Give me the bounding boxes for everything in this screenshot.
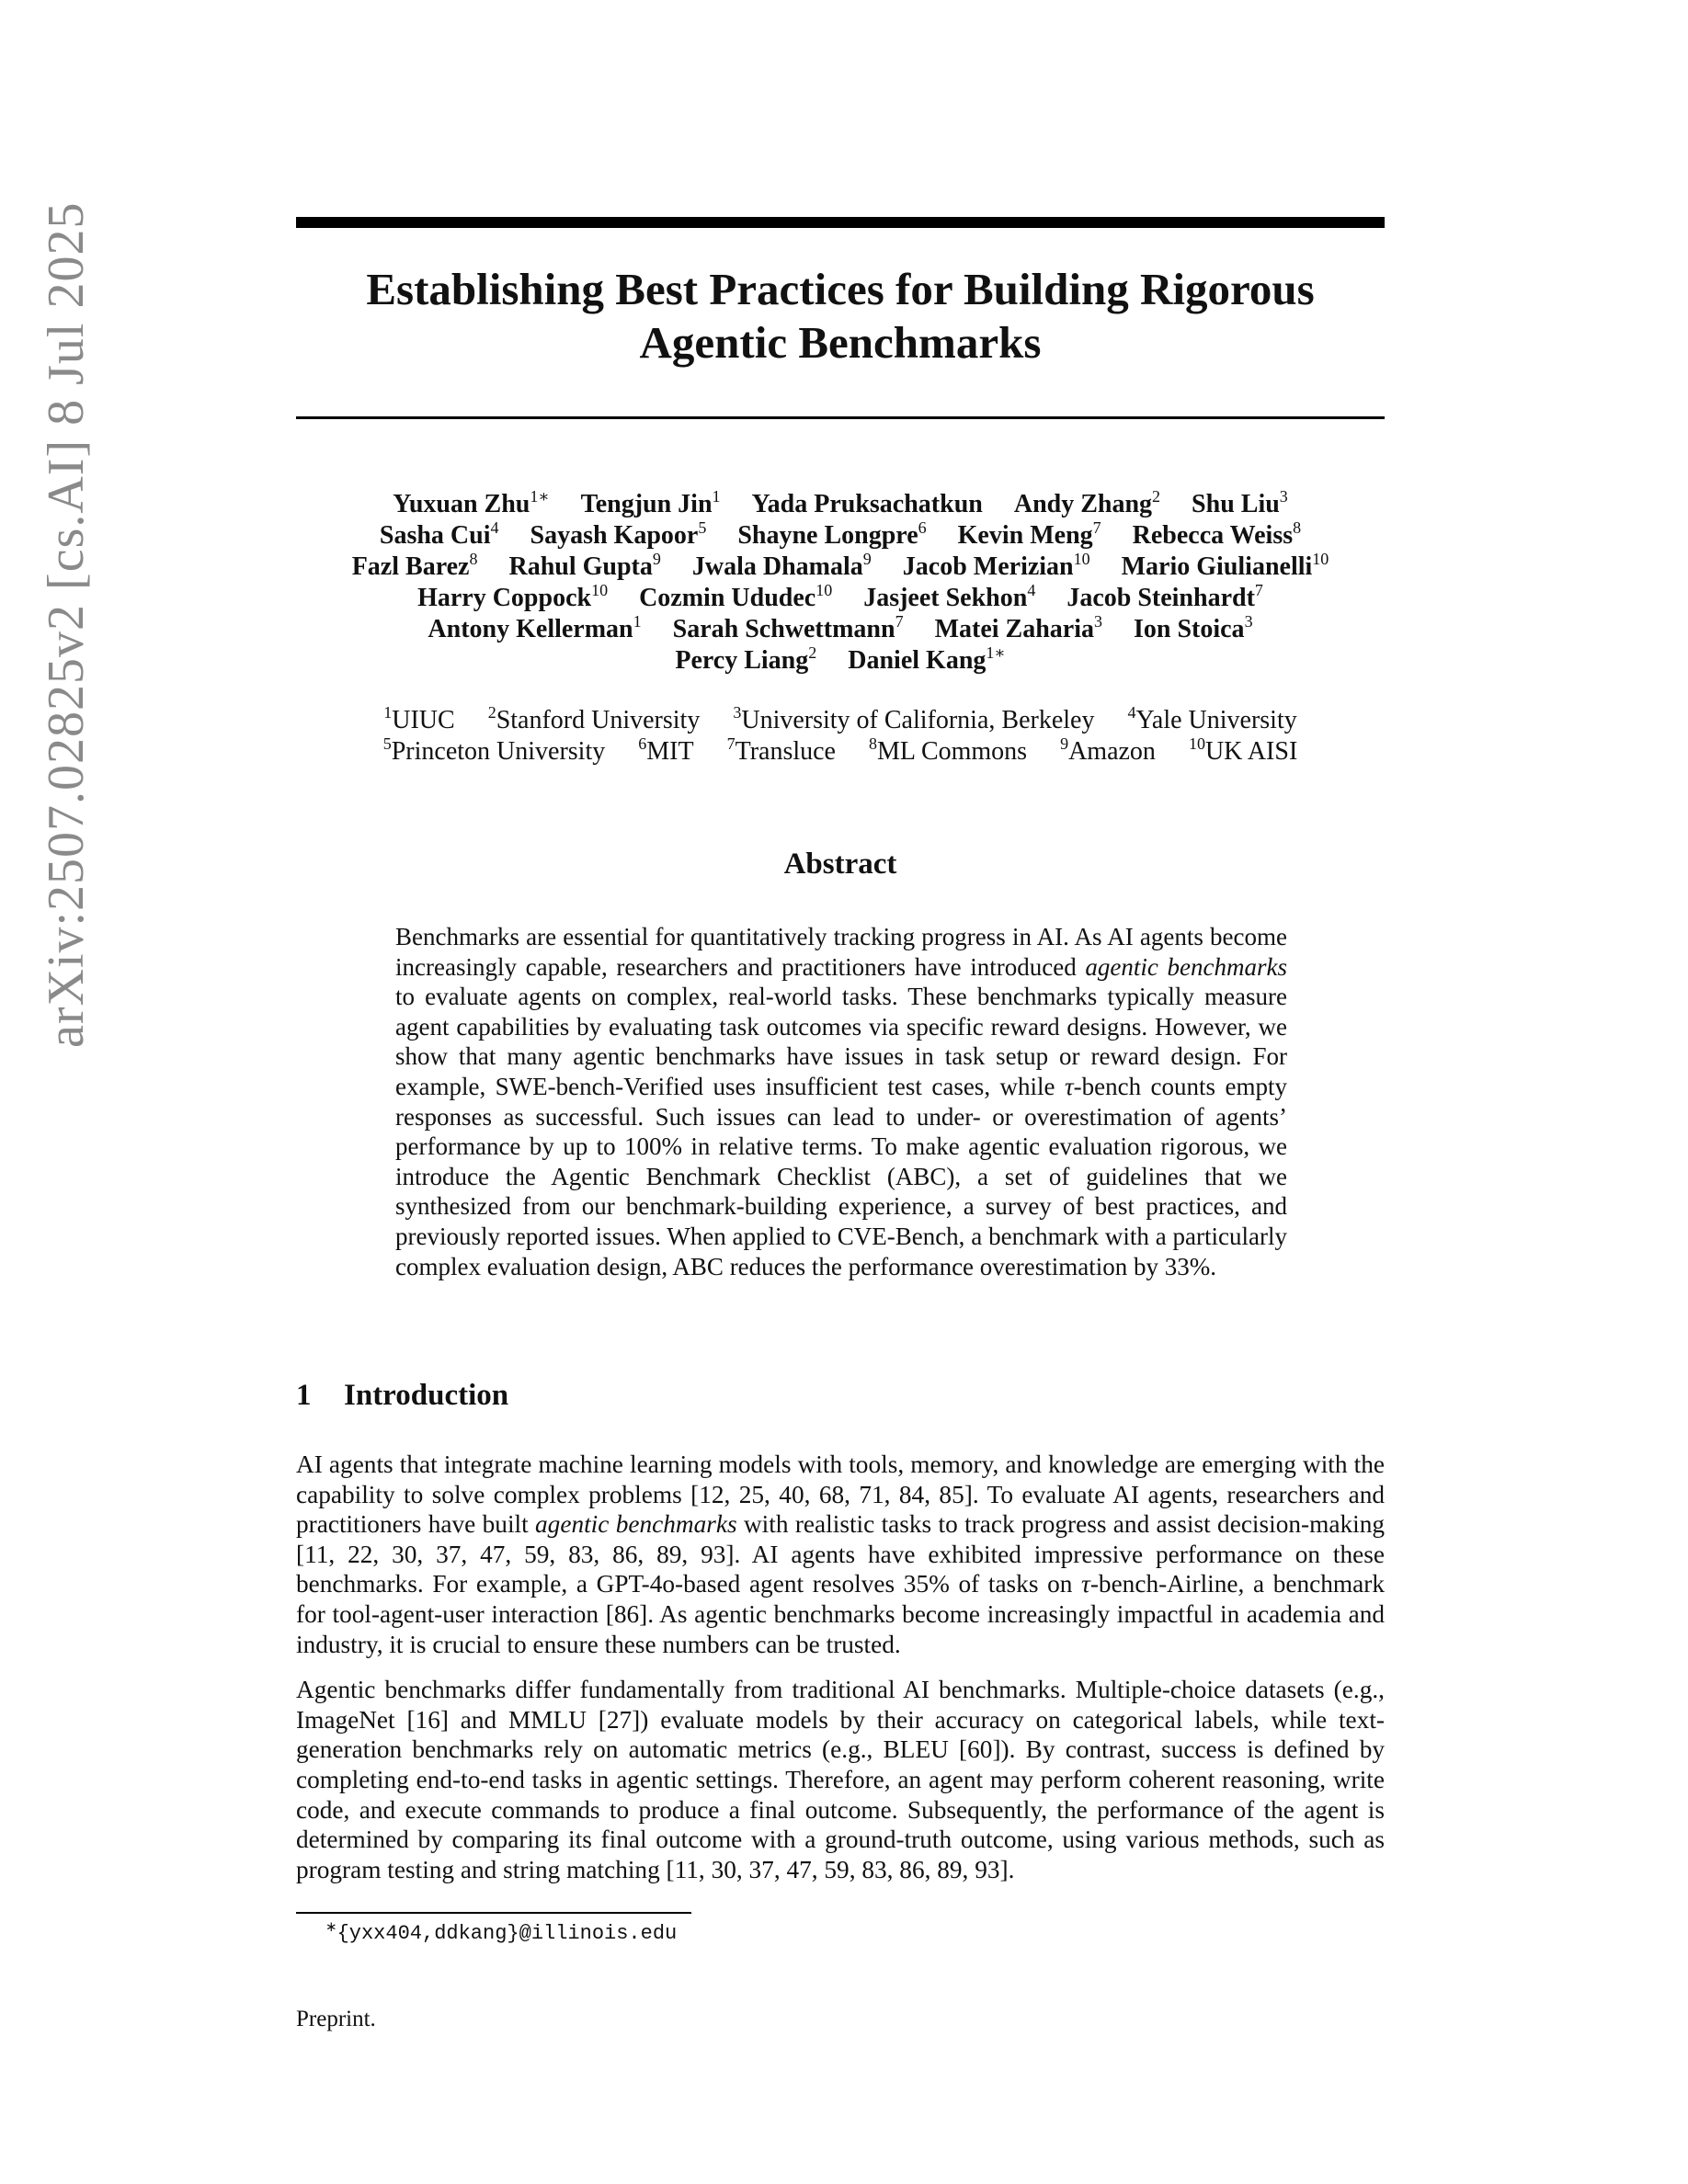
- author-name: Sayash Kapoor$^5$: [530, 518, 707, 550]
- affiliation: [869, 736, 1027, 768]
- author-name: Antony Kellerman$^1$: [428, 612, 642, 643]
- arxiv-identifier: arXiv:2507.02825v2 [cs.AI] 8 Jul 2025: [38, 201, 95, 1048]
- author-affiliation-mark: 10: [591, 581, 609, 599]
- author-affiliation-mark: 1∗: [530, 487, 550, 506]
- author-name: Daniel Kang$^{1∗}$: [848, 643, 1006, 675]
- author-line: [296, 520, 1385, 552]
- affiliation-number: 1: [383, 703, 393, 722]
- paragraph: [296, 1450, 1385, 1659]
- author-affiliation-mark: 7: [895, 612, 904, 631]
- title-line: Agentic Benchmarks: [639, 317, 1042, 368]
- affiliation-line: [296, 705, 1385, 736]
- affiliation-number: 10: [1188, 734, 1205, 753]
- author-name: Jacob Steinhardt$^7$: [1066, 581, 1263, 612]
- affiliation-number: 4: [1127, 703, 1136, 722]
- affiliation-number: 5: [382, 734, 392, 753]
- footnote-mark: ∗: [325, 1920, 337, 1935]
- author-line: [296, 583, 1385, 614]
- author-affiliation-mark: 7: [1254, 581, 1263, 599]
- affiliation: [1060, 736, 1156, 768]
- author-name: Sasha Cui$^4$: [379, 518, 499, 550]
- section-heading-introduction: [296, 1377, 1385, 1414]
- affiliation-name: Yale University: [1135, 706, 1297, 734]
- text-run: Agentic benchmarks differ fundamentally from traditional AI benchmarks. Multiple-choice datasets (e.g., ImageNet [16] and MMLU [27]) evaluate models by their accuracy on categorical labels, while text-generation benchmarks rely on automatic metrics (e.g., BLEU [60]). By contrast, success is defined by completing end-to-end tasks in agentic settings. Therefore, an agent may perform coherent reasoning, write code, and execute commands to produce a final outcome. Subsequently, the performance of the agent is determined by comparing its final outcome with a ground-truth outcome, using various methods, such as program testing and string matching [11, 30, 37, 47, 59, 83, 86, 89, 93].: [296, 1676, 1385, 1883]
- abstract-text: [395, 922, 1287, 1281]
- author-name: Fazl Barez$^8$: [351, 550, 478, 581]
- emphasis-text: agentic benchmarks: [1085, 952, 1287, 981]
- affiliation: [383, 705, 454, 736]
- author-name: Jacob Merizian$^{10}$: [902, 550, 1090, 581]
- affiliation: [733, 705, 1094, 736]
- author-affiliation-mark: 8: [469, 550, 478, 568]
- text-run: Benchmarks are essential for quantitatively tracking progress in AI. As AI agents become increasingly capable, researchers and practitioners have introduced: [395, 923, 1287, 981]
- author-name: Rahul Gupta$^9$: [508, 550, 661, 581]
- text-run: -bench counts empty responses as successful. Such issues can lead to under- or overestimation of agents’ performance by up to 100% in relative terms. To make agentic evaluation rigorous, we introduce the Agentic Benchmark Checklist (ABC), a set of guidelines that we synthesized from our benchmark-building experience, a survey of best practices, and previously reported issues. When applied to CVE-Bench, a benchmark with a particularly complex evaluation design, ABC reduces the performance overestimation by 33%.: [395, 1072, 1287, 1280]
- affiliation-name: Amazon: [1068, 737, 1156, 766]
- author-affiliation-mark: 10: [1073, 550, 1090, 568]
- affiliation-number: 9: [1060, 734, 1069, 753]
- affiliation: [1189, 736, 1297, 768]
- author-name: Matei Zaharia$^3$: [934, 612, 1102, 643]
- author-affiliation-mark: 10: [1312, 550, 1329, 568]
- author-line: [296, 645, 1385, 677]
- affiliation: [727, 736, 836, 768]
- title-line: Establishing Best Practices for Building Rigorous: [366, 264, 1315, 314]
- author-name: Percy Liang$^2$: [675, 643, 817, 675]
- author-list: [296, 489, 1385, 677]
- author-affiliation-mark: 4: [1027, 581, 1036, 599]
- affiliation-number: 7: [726, 734, 736, 753]
- text-run: AI agents that integrate machine learning models with tools, memory, and knowledge are emerging with the capability to solve complex problems [12, 25, 40, 68, 71, 84, 85]. To evaluate AI agents, researchers and practitioners have built: [296, 1450, 1385, 1539]
- text-run: to evaluate agents on complex, real-world tasks. These benchmarks typically measure agent capabilities by evaluating task outcomes via specific reward designs. However, we show that many agentic benchmarks have issues in task setup or reward design. For example, SWE-bench-Verified uses insufficient test cases, while: [395, 983, 1287, 1100]
- author-line: [296, 552, 1385, 583]
- author-affiliation-mark: 1: [633, 612, 642, 631]
- affiliation-number: 8: [868, 734, 877, 753]
- paper-title: [296, 263, 1385, 370]
- author-affiliation-mark: 8: [1293, 518, 1302, 537]
- emphasis-text: agentic benchmarks: [535, 1510, 737, 1539]
- author-name: Andy Zhang$^2$: [1013, 487, 1161, 518]
- author-affiliation-mark: 7: [1092, 518, 1101, 537]
- affiliation: [1127, 705, 1296, 736]
- author-name: Yuxuan Zhu$^{1∗}$: [393, 487, 550, 518]
- author-name: Ion Stoica$^3$: [1133, 612, 1253, 643]
- affiliation: [638, 736, 693, 768]
- author-name: Mario Giulianelli$^{10}$: [1121, 550, 1329, 581]
- affiliation-name: Stanford University: [496, 706, 701, 734]
- author-name: Cozmin Ududec$^{10}$: [639, 581, 833, 612]
- emphasis-text: τ: [1081, 1570, 1090, 1598]
- affiliation: [488, 705, 701, 736]
- author-affiliation-mark: 4: [490, 518, 499, 537]
- text-run: with realistic tasks to track progress and assist decision-making [11, 22, 30, 37, 47, 59, 83, 86, 89, 93]. AI agents have exhibited impressive performance on these benchmarks. For example, a GPT-4o-based agent resolves 35% of tasks on: [296, 1510, 1385, 1598]
- author-name: Shu Liu$^3$: [1192, 487, 1288, 518]
- footnote-email: {yxx404,ddkang}@illinois.edu: [336, 1922, 678, 1945]
- affiliation-name: MIT: [646, 737, 694, 766]
- author-line: [296, 614, 1385, 645]
- introduction-body: [296, 1450, 1385, 1900]
- author-affiliation-mark: 9: [862, 550, 872, 568]
- author-name: Kevin Meng$^7$: [957, 518, 1101, 550]
- affiliation-name: ML Commons: [876, 737, 1028, 766]
- author-affiliation-mark: 6: [918, 518, 927, 537]
- title-rule-top: [296, 217, 1385, 228]
- author-name: Rebecca Weiss$^8$: [1132, 518, 1302, 550]
- emphasis-text: τ: [1064, 1072, 1074, 1100]
- affiliation-number: 6: [638, 734, 647, 753]
- author-line: [296, 489, 1385, 520]
- affiliation-list: [296, 705, 1385, 768]
- author-name: Tengjun Jin$^1$: [580, 487, 721, 518]
- affiliation-line: [296, 736, 1385, 768]
- abstract-heading: Abstract: [783, 847, 897, 881]
- affiliation-number: 3: [733, 703, 742, 722]
- affiliation-name: Transluce: [735, 737, 836, 766]
- title-rule-bottom: [296, 416, 1385, 419]
- affiliation-name: UK AISI: [1204, 737, 1298, 766]
- author-name: Harry Coppock$^{10}$: [417, 581, 609, 612]
- author-affiliation-mark: 2: [1152, 487, 1161, 506]
- author-name: Sarah Schwettmann$^7$: [672, 612, 904, 643]
- author-affiliation-mark: 1: [712, 487, 721, 506]
- preprint-label: Preprint.: [296, 2007, 376, 2031]
- author-affiliation-mark: 3: [1093, 612, 1102, 631]
- author-name: Shayne Longpre$^6$: [737, 518, 927, 550]
- section-title: Introduction: [344, 1379, 509, 1412]
- author-name: Jasjeet Sekhon$^4$: [863, 581, 1036, 612]
- author-name: Yada Pruksachatkun: [751, 490, 983, 518]
- paragraph: [296, 1675, 1385, 1884]
- affiliation-name: UIUC: [392, 706, 455, 734]
- author-affiliation-mark: 9: [652, 550, 661, 568]
- text-run: -bench-Airline, a benchmark for tool-agent-user interaction [86]. As agentic benchmarks become increasingly impactful in academia and industry, it is crucial to ensure these numbers can be trusted.: [296, 1570, 1385, 1658]
- affiliation-number: 2: [487, 703, 496, 722]
- author-affiliation-mark: 3: [1244, 612, 1253, 631]
- affiliation: [383, 736, 606, 768]
- author-affiliation-mark: 5: [698, 518, 707, 537]
- author-affiliation-mark: 1∗: [986, 643, 1006, 662]
- author-affiliation-mark: 10: [815, 581, 833, 599]
- author-affiliation-mark: 3: [1279, 487, 1288, 506]
- section-number: 1: [296, 1379, 312, 1412]
- footnote: [325, 1921, 677, 1947]
- affiliation-name: University of California, Berkeley: [741, 706, 1095, 734]
- author-name: Jwala Dhamala$^9$: [691, 550, 872, 581]
- author-affiliation-mark: 2: [808, 643, 817, 662]
- footnote-rule: [296, 1912, 691, 1914]
- affiliation-name: Princeton University: [391, 737, 606, 766]
